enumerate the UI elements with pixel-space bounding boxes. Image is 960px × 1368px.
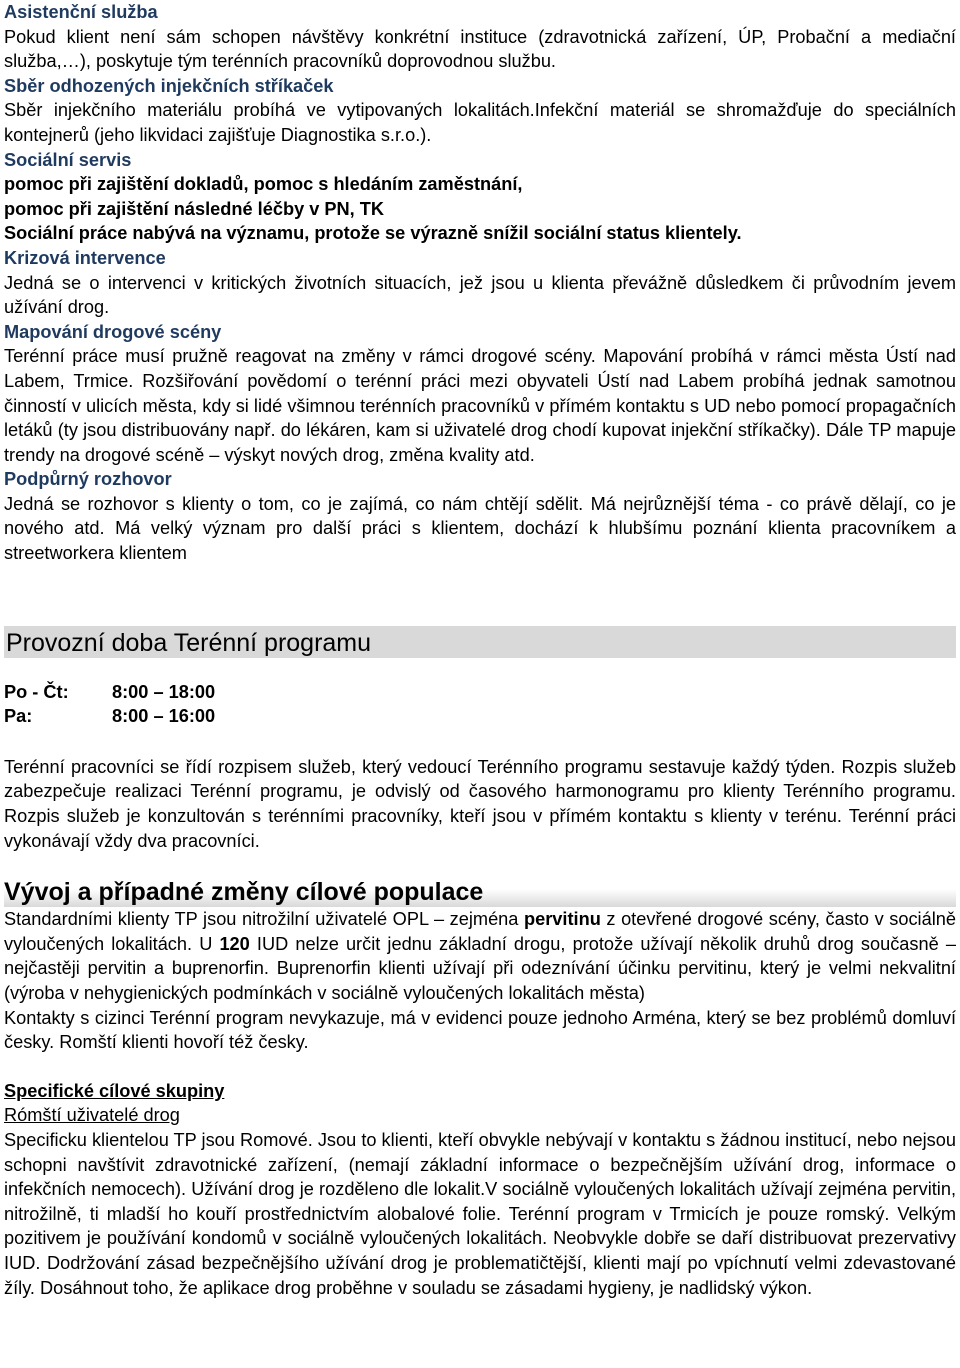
heading-target-population: Vývoj a případné změny cílové populace (4, 877, 956, 907)
social-service-line-1: pomoc při zajištění dokladů, pomoc s hledáním zaměstnání, (4, 174, 523, 195)
section-heading-social-service: Sociální servis (4, 149, 132, 170)
social-service-line-3: Sociální práce nabývá na významu, protože se výrazně snížil sociální status klientely. (4, 223, 742, 244)
population-paragraph-1 (4, 907, 956, 1005)
spacer (4, 566, 956, 626)
population-paragraph-2: Kontakty s cizinci Terénní program nevykazuje, má v evidenci pouze jednoho Arména, který se bez problémů domluví česky. Romští klienti hovoří též česky. (4, 1007, 956, 1053)
section-heading-crisis-intervention: Krizová intervence (4, 247, 166, 268)
section-heading-supportive-talk: Podpůrný rozhovor (4, 469, 172, 490)
social-service-line-2: pomoc při zajištění následné léčby v PN, TK (4, 198, 385, 219)
specific-groups-text: Specificku klientelou TP jsou Romové. Jsou to klienti, kteří obvykle nebývají v kontaktu s žádnou institucí, nebo nejsou schopni navštívit zdravotnické zařízení, (nemají základní informace o bezpečnějším užívání drog, informace o infekčních nemocech). Užívání drog je rozděleno dle lokalit.V sociálně vyloučených lokalitách užívají zejména pervitin, nitrožilně, ti mladší ho kouří prostřednictvím alobalové folie. Terénní program v Trmicích je pouze romský. Velkým pozitivem je používání kondomů v sociálně vyloučených lokalitách. Neobvykle dobře se daří distribuovat prezervativy IUD. Dodržování zásad bezpečnějšího užívání drog je problematičtější, klienti mají po vpíchnutí velmi zdevastované žíly. Dosáhnout toho, že aplikace drog proběhne v souladu se zásadami hygieny, je nadlidský výkon. (4, 1129, 956, 1298)
section-text-supportive-talk: Jedná se rozhovor s klienty o tom, co je zajímá, co nám chtějí sdělit. Má nejrůznější téma - co právě dělají, co je nového atd. Má velký význam pro další práci s klientem, dochází k hlubšímu poznání klienta pracovníkem a streetworkera klientem (4, 493, 956, 564)
hours-row-mon-thu (4, 680, 956, 705)
spacer (4, 729, 956, 755)
section-heading-drug-scene-mapping: Mapování drogové scény (4, 321, 222, 342)
text-run-bold: pervitinu (524, 909, 601, 930)
hours-days: Pa: (4, 706, 33, 727)
section-heading-assistance: Asistenční služba (4, 2, 158, 22)
hours-text: Terénní pracovníci se řídí rozpisem služeb, který vedoucí Terénního programu sestavuje každý týden. Rozpis služeb zabezpečuje realizaci Terénní programu, je odvislý od časového harmonogramu pro klienty Terénního programu. Rozpis služeb je konzultován s terénními pracovníky, kteří jsou v přímém kontaktu s klienty v terénu. Terénní práci vykonávají vždy dva pracovníci. (4, 756, 956, 851)
hours-days: Po - Čt: (4, 681, 69, 702)
spacer (4, 853, 956, 877)
text-run: z otevřené drogové scény, často v sociálně vyloučených lokalitách. U (4, 909, 956, 954)
section-text-drug-scene-mapping: Terénní práce musí pružně reagovat na změny v rámci drogové scény. Mapování probíhá v rámci města Ústí nad Labem, Trmice. Rozšiřování povědomí o terénní práci mezi obyvateli Ústí nad Labem probíhá jednak samotnou činností v ulicích města, kdy si lidé všimnou terénních pracovníků v přímém kontaktu s UD nebo pomocí propagačních letáků (ty jsou distribuovány např. do lékáren, kam si uživatelé drog chodí kupovat injekční stříkačky). Dále TP mapuje trendy na drogové scéně – výskyt nových drog, změna kvality atd. (4, 346, 956, 465)
subheading-roma-users: Rómští uživatelé drog (4, 1105, 180, 1126)
section-text-syringe-collection: Sběr injekčního materiálu probíhá ve vytipovaných lokalitách.Infekční materiál se shromažďuje do speciálních kontejnerů (jeho likvidaci zajišťuje Diagnostika s.r.o.). (4, 100, 956, 145)
heading-operating-hours: Provozní doba Terénní programu (4, 626, 956, 658)
text-run: IUD nelze určit jednu základní drogu, protože užívají několik druhů drog současně – nejčastěji pervitin a buprenorfin. Buprenorfin klienti užívají při odeznívání účinku pervitinu, který je velmi nekvalitní (výroba v nehygienických podmínkách v sociálně vyloučených lokalitách města) (4, 933, 956, 1003)
text-run: Standardními klienty TP jsou nitrožilní uživatelé OPL – zejména (4, 909, 524, 930)
heading-specific-groups: Specifické cílové skupiny (4, 1080, 225, 1101)
hours-time: 8:00 – 16:00 (112, 706, 216, 727)
hours-row-fri (4, 704, 956, 729)
spacer (4, 1055, 956, 1079)
section-text-crisis-intervention: Jedná se o intervenci v kritických životních situacích, jež jsou u klienta převážně důsledkem či průvodním jevem užívání drog. (4, 272, 956, 318)
hours-time: 8:00 – 18:00 (112, 681, 216, 702)
section-text-assistance: Pokud klient není sám schopen návštěvy konkrétní instituce (zdravotnická zařízení, ÚP, Probační a mediační služba,…), poskytuje tým terénních pracovníků doprovodnou službu. (4, 26, 956, 72)
section-heading-syringe-collection: Sběr odhozených injekčních stříkaček (4, 75, 334, 96)
spacer (4, 658, 956, 680)
text-run-bold: 120 (219, 933, 250, 954)
